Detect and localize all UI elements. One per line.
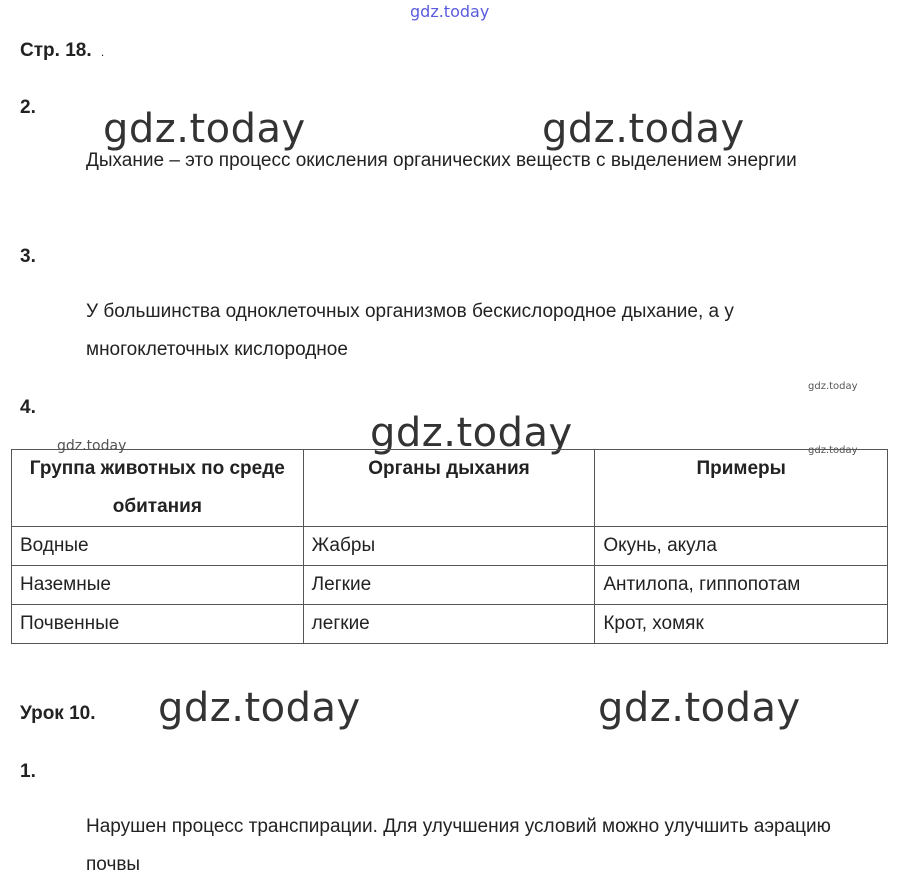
page-reference-dot: . xyxy=(100,45,105,59)
lesson-task-1-answer: Нарушен процесс транспирации. Для улучшения условий можно улучшить аэрацию почвы xyxy=(86,816,831,875)
watermark-top: gdz.today xyxy=(410,2,490,21)
cell-group: Наземные xyxy=(12,566,304,605)
watermark-small: gdz.today xyxy=(57,438,127,454)
watermark: gdz.today xyxy=(370,410,573,456)
table-row xyxy=(12,566,888,605)
cell-organs: Легкие xyxy=(303,566,595,605)
cell-examples: Крот, хомяк xyxy=(595,605,888,644)
task-2-answer: Дыхание – это процесс окисления органических веществ с выделением энергии xyxy=(86,150,797,171)
lesson-title: Урок 10. xyxy=(20,703,96,724)
page-reference xyxy=(20,40,104,62)
cell-examples: Окунь, акула xyxy=(595,527,888,566)
header-respiratory-organs: Органы дыхания xyxy=(303,450,595,527)
task-number-3: 3. xyxy=(20,246,36,267)
task-number-4: 4. xyxy=(20,397,36,418)
task-3-answer: У большинства одноклеточных организмов бескислородное дыхание, а у многоклеточных кислородное xyxy=(86,301,734,360)
watermark: gdz.today xyxy=(158,685,361,731)
cell-organs: Жабры xyxy=(303,527,595,566)
watermark-small: gdz.today xyxy=(808,381,858,392)
header-habitat-group: Группа животных по среде обитания xyxy=(12,450,304,527)
table-row xyxy=(12,527,888,566)
cell-group: Водные xyxy=(12,527,304,566)
watermark: gdz.today xyxy=(598,685,801,731)
watermark: gdz.today xyxy=(542,106,745,152)
table-row xyxy=(12,605,888,644)
cell-group: Почвенные xyxy=(12,605,304,644)
watermark: gdz.today xyxy=(103,106,306,152)
header-examples: Примеры xyxy=(595,450,888,527)
watermark-small: gdz.today xyxy=(808,445,858,456)
cell-examples: Антилопа, гиппопотам xyxy=(595,566,888,605)
respiration-table xyxy=(11,449,888,644)
page-reference-label: Стр. 18. xyxy=(20,40,92,61)
task-number-2: 2. xyxy=(20,97,36,118)
cell-organs: легкие xyxy=(303,605,595,644)
table-header-row xyxy=(12,450,888,527)
lesson-task-number-1: 1. xyxy=(20,761,36,782)
